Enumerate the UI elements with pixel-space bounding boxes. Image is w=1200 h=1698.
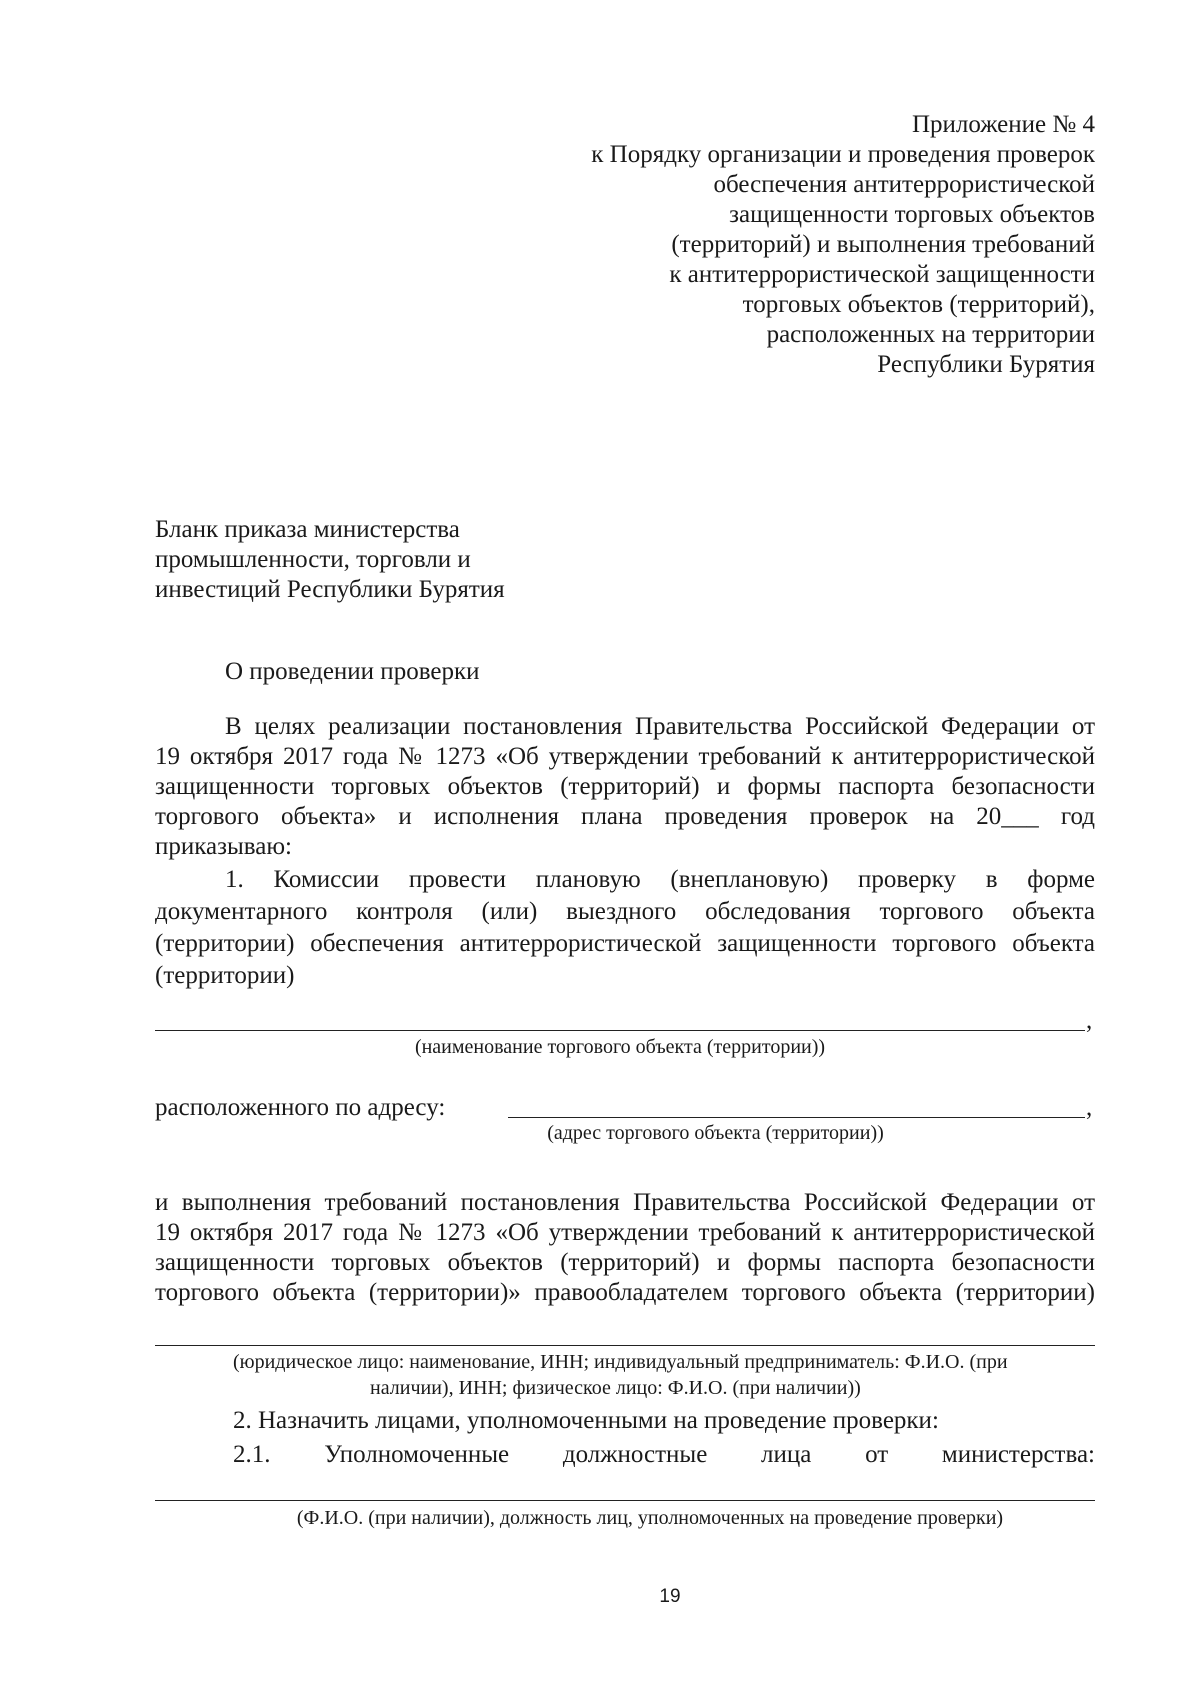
item-2-1-text: 2.1. Уполномоченные должностные лица от министерства: [233,1441,1095,1468]
appendix-line: защищенности торговых объектов [729,201,1095,228]
paragraph-line: и выполнения требований постановления Правительства Российской Федерации от [155,1189,1095,1216]
paragraph-line: торгового объекта (территории)» правообладателем торгового объекта (территории) [155,1279,1095,1306]
appendix-line: обеспечения антитеррористической [713,171,1095,198]
item-2-text: 2. Назначить лицами, уполномоченными на проведение проверки: [233,1407,939,1434]
paragraph-line: 1. Комиссии провести плановую (внеплановую) проверку в форме [225,866,1095,893]
appendix-line: к Порядку организации и проведения проверок [591,141,1095,168]
paragraph-line: В целях реализации постановления Правительства Российской Федерации от [225,713,1095,740]
owner-underline [155,1345,1095,1346]
address-caption: (адрес торгового объекта (территории)) [547,1122,884,1144]
owner-caption-line: наличии), ИНН; физическое лицо: Ф.И.О. (при наличии)) [370,1377,861,1399]
owner-caption-line: (юридическое лицо: наименование, ИНН; индивидуальный предприниматель: Ф.И.О. (при [233,1351,1008,1373]
persons-caption: (Ф.И.О. (при наличии), должность лиц, уполномоченных на проведение проверки) [296,1507,1004,1529]
blank-line: промышленности, торговли и [155,546,471,573]
paragraph-line: торгового объекта» и исполнения плана проведения проверок на 20___ год [155,803,1095,830]
appendix-line: торговых объектов (территорий), [742,291,1095,318]
paragraph-line: (территории) обеспечения антитеррористической защищенности торгового объекта [155,930,1095,957]
paragraph-line: документарного контроля (или) выездного обследования торгового объекта [155,898,1095,925]
page-number: 19 [659,1586,681,1607]
appendix-line: Приложение № 4 [911,111,1095,138]
object-name-comma: , [1086,1007,1093,1034]
object-name-underline [155,1030,1085,1031]
appendix-line: расположенных на территории [766,321,1095,348]
paragraph-line: (территории) [155,962,295,989]
appendix-line: (территорий) и выполнения требований [671,231,1095,258]
address-label: расположенного по адресу: [155,1094,446,1121]
paragraph-line: защищенности торговых объектов (территорий) и формы паспорта безопасности [155,773,1095,800]
blank-line: инвестиций Республики Бурятия [155,576,505,603]
persons-underline [155,1500,1095,1501]
paragraph-line: защищенности торговых объектов (территорий) и формы паспорта безопасности [155,1249,1095,1276]
paragraph-line: 19 октября 2017 года № 1273 «Об утверждении требований к антитеррористической [155,1219,1095,1246]
order-subject: О проведении проверки [225,658,480,685]
blank-line: Бланк приказа министерства [155,516,460,543]
address-comma: , [1086,1094,1093,1121]
address-underline [508,1117,1085,1118]
paragraph-line: приказываю: [155,833,292,860]
object-name-caption: (наименование торгового объекта (территории)) [414,1036,826,1058]
paragraph-line: 19 октября 2017 года № 1273 «Об утверждении требований к антитеррористической [155,743,1095,770]
appendix-line: к антитеррористической защищенности [669,261,1095,288]
appendix-line: Республики Бурятия [877,351,1095,378]
